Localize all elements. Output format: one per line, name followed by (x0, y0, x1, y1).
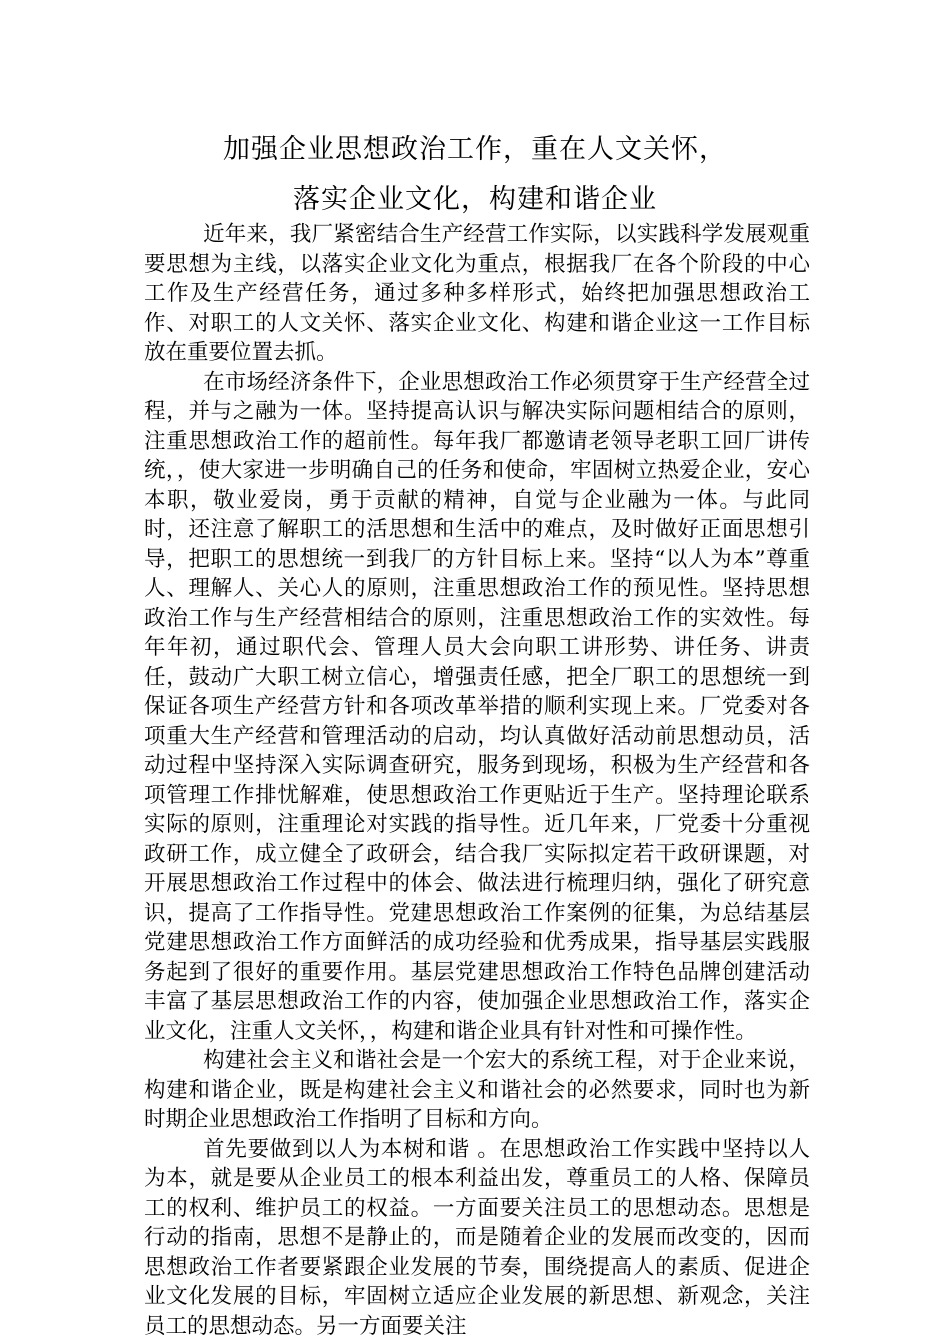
document-body (144, 220, 810, 1341)
document-title-line-1: 加强企业思想政治工作，重在人文关怀， (223, 134, 727, 165)
paragraph-people-oriented: 首先要做到以人为本树和谐 。在思想政治工作实践中坚持以人为本，就是要从企业员工的根本利益出发，尊重员工的人格、保障员工的权利、维护员工的权益。一方面要关注员工的思想动态。思想是行动的指南，思想不是静止的，而是随着企业的发展而改变的，因而思想政治工作者要紧跟企业发展的节奏，围绕提高人的素质、促进企业文化发展的目标，牢固树立适应企业发展的新思想、新观念，关注员工的思想动态。另一方面要关注 (144, 1136, 810, 1339)
paragraph-market-economy: 在市场经济条件下，企业思想政治工作必须贯穿于生产经营全过程，并与之融为一体。坚持提高认识与解决实际问题相结合的原则，注重思想政治工作的超前性。每年我厂都邀请老领导老职工回厂讲传统，，使大家进一步明确自己的任务和使命，牢固树立热爱企业，安心本职，敬业爱岗，勇于贡献的精神，自觉与企业融为一体。与此同时，还注意了解职工的活思想和生活中的难点，及时做好正面思想引导，把职工的思想统一到我厂的方针目标上来。坚持“以人为本”尊重人、理解人、关心人的原则，注重思想政治工作的预见性。坚持思想政治工作与生产经营相结合的原则，注重思想政治工作的实效性。每年年初，通过职代会、管理人员大会向职工讲形势、讲任务、讲责任，鼓动广大职工树立信心，增强责任感，把全厂职工的思想统一到保证各项生产经营方针和各项改革举措的顺利实现上来。厂党委对各项重大生产经营和管理活动的启动，均认真做好活动前思想动员，活动过程中坚持深入实际调查研究，服务到现场，积极为生产经营和各项管理工作排忧解难，使思想政治工作更贴近于生产。坚持理论联系实际的原则，注重理论对实践的指导性。近几年来，厂党委十分重视政研工作，成立健全了政研会，结合我厂实际拟定若干政研课题，对开展思想政治工作过程中的体会、做法进行梳理归纳，强化了研究意识，提高了工作指导性。党建思想政治工作案例的征集，为总结基层党建思想政治工作方面鲜活的成功经验和优秀成果，指导基层实践服务起到了很好的重要作用。基层党建思想政治工作特色品牌创建活动丰富了基层思想政治工作的内容，使加强企业思想政治工作，落实企业文化，注重人文关怀，，构建和谐企业具有针对性和可操作性。 (144, 369, 810, 1044)
paragraph-harmonious-society: 构建社会主义和谐社会是一个宏大的系统工程，对于企业来说，构建和谐企业，既是构建社会主义和谐社会的必然要求，同时也为新时期企业思想政治工作指明了目标和方向。 (144, 1048, 810, 1132)
document-title-line-2: 落实企业文化，构建和谐企业 (293, 184, 657, 215)
paragraph-intro: 近年来，我厂紧密结合生产经营工作实际，以实践科学发展观重要思想为主线，以落实企业文化为重点，根据我厂在各个阶段的中心工作及生产经营任务，通过多种多样形式，始终把加强思想政治工作、对职工的人文关怀、落实企业文化、构建和谐企业这一工作目标放在重要位置去抓。 (144, 222, 810, 365)
